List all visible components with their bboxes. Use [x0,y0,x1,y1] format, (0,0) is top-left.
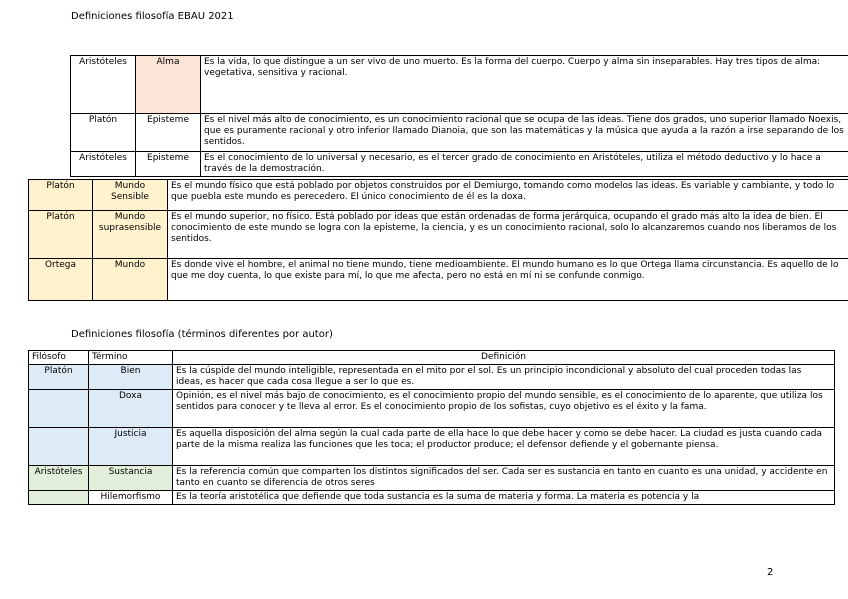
definition-cell: Opinión, es el nivel más bajo de conocimiento, es el conocimiento propio del mundo sensible, es el conocimiento de lo aparente, que utiliza los sentidos para conocer y te lleva al error. Es el conocimiento propio de los sofistas, cuyo objetivo es el éxito y la fama. [173,390,835,428]
term-cell: Episteme [136,152,201,177]
header-term: Término [89,351,173,365]
term-cell: Mundo Sensible [93,180,168,211]
author-cell [29,491,89,505]
author-cell: Ortega [29,259,93,301]
author-cell: Aristóteles [71,152,136,177]
definition-cell: Es el mundo superior, no físico. Está poblado por ideas que están ordenadas de forma jerárquica, ocupando el grado más alto la idea de bien. El conocimiento de este mundo se logra con la episteme, la ciencia, y es un conocimiento racional, solo lo alcanzaremos cuando nos liberamos de los sentidos. [168,211,848,259]
author-cell: Platón [29,211,93,259]
header-definition: Definición [173,351,835,365]
definition-cell: Es el conocimiento de lo universal y necesario, es el tercer grado de conocimiento en Aristóteles, utiliza el método deductivo y lo hace a través de la demostración. [201,152,848,177]
table-row [29,259,848,301]
term-cell: Mundo [93,259,168,301]
table-row [71,56,848,114]
definition-cell: Es la teoría aristotélica que defiende que toda sustancia es la suma de materia y forma. La materia es potencia y la [173,491,835,505]
definitions-table-1 [70,55,848,177]
term-cell: Episteme [136,114,201,152]
term-cell: Alma [136,56,201,114]
author-cell: Aristóteles [71,56,136,114]
definition-cell: Es el nivel más alto de conocimiento, es un conocimiento racional que se ocupa de las ideas. Tiene dos grados, uno superior llamado Noexis, que es puramente racional y otro inferior llamado Dianoia, que son las matemáticas y la música que ayuda a la razón a irse separando de los sentidos. [201,114,848,152]
table-row [71,114,848,152]
author-cell: Platón [29,180,93,211]
table-row [71,152,848,177]
section2-title: Definiciones filosofía (términos diferentes por autor) [71,329,333,340]
definition-cell: Es el mundo físico que está poblado por objetos construidos por el Demiurgo, tomando como modelos las ideas. Es variable y cambiante, y todo lo que puebla este mundo es perecedero. El único conocimiento de él es la doxa. [168,180,848,211]
section1-title: Definiciones filosofía EBAU 2021 [71,11,234,22]
author-cell [29,428,89,466]
table-row [29,365,835,390]
table-row [29,428,835,466]
term-cell: Sustancia [89,466,173,491]
definition-cell: Es aquella disposición del alma según la cual cada parte de ella hace lo que debe hacer y como se debe hacer. La ciudad es justa cuando cada parte de la misma realiza las funciones que les toca; el productor produce; el defensor defiende y el gobernante piensa. [173,428,835,466]
table-row [29,390,835,428]
author-cell: Platón [71,114,136,152]
term-cell: Bien [89,365,173,390]
definition-cell: Es la vida, lo que distingue a un ser vivo de uno muerto. Es la forma del cuerpo. Cuerpo y alma sin inseparables. Hay tres tipos de alma: vegetativa, sensitiva y racional. [201,56,848,114]
table-row [29,211,848,259]
term-cell: Doxa [89,390,173,428]
author-cell: Aristóteles [29,466,89,491]
table-row [29,466,835,491]
table-row [29,180,848,211]
term-cell: Hilemorfismo [89,491,173,505]
table-row [29,491,835,505]
definition-cell: Es la cúspide del mundo inteligible, representada en el mito por el sol. Es un principio incondicional y absoluto del cual proceden todas las ideas, es hacer que cada cosa llegue a ser lo que es. [173,365,835,390]
definition-cell: Es la referencia común que comparten los distintos significados del ser. Cada ser es sustancia en tanto en cuanto es una unidad, y accidente en tanto en cuanto se diferencia de otros seres [173,466,835,491]
author-cell [29,390,89,428]
page-number: 2 [767,567,774,578]
term-cell: Justicia [89,428,173,466]
term-cell: Mundo suprasensible [93,211,168,259]
definitions-table-3 [28,350,835,505]
definition-cell: Es donde vive el hombre, el animal no tiene mundo, tiene medioambiente. El mundo humano es lo que Ortega llama circunstancia. Es aquello de lo que me doy cuenta, lo que existe para mí, lo que me afecta, pero no está en mí ni se confunde conmigo. [168,259,848,301]
definitions-table-2 [28,179,848,301]
author-cell: Platón [29,365,89,390]
table-header-row [29,351,835,365]
header-author: Filósofo [29,351,89,365]
